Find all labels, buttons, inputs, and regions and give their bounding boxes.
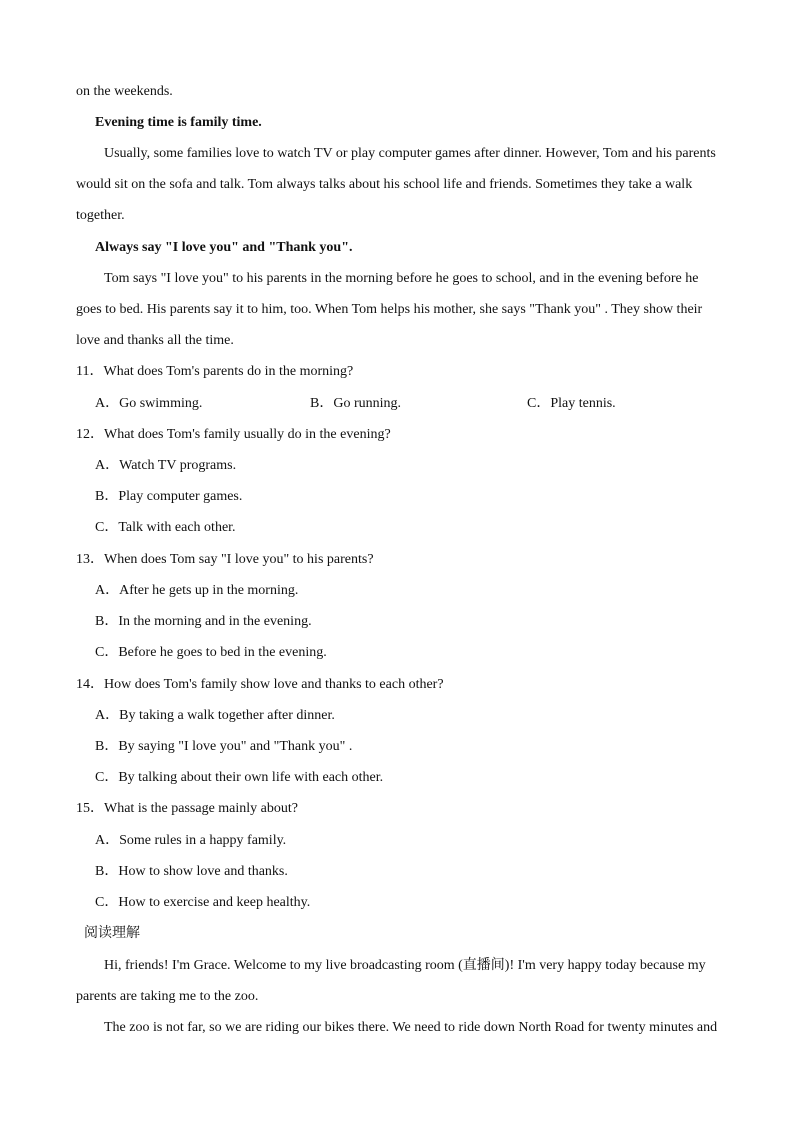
option-text: In the morning and in the evening. xyxy=(118,614,312,629)
option-label: A． xyxy=(95,833,120,848)
option-text: Go swimming. xyxy=(119,396,203,411)
option-text: Play tennis. xyxy=(550,396,616,411)
passage-line: Usually, some families love to watch TV or play computer games after dinner. However, Tom and his parents xyxy=(104,146,716,161)
option-14-c xyxy=(95,769,383,787)
option-label: A． xyxy=(95,583,120,598)
option-text: How to exercise and keep healthy. xyxy=(118,895,311,910)
option-12-a xyxy=(95,457,236,475)
option-13-a xyxy=(95,582,298,600)
option-label: B． xyxy=(95,489,119,504)
passage-line: Tom says "I love you" to his parents in the morning before he goes to school, and in the evening before he xyxy=(104,271,699,286)
option-text: By taking a walk together after dinner. xyxy=(119,708,335,723)
option-text: Some rules in a happy family. xyxy=(119,833,287,848)
option-text: How to show love and thanks. xyxy=(118,864,288,879)
passage-line: love and thanks all the time. xyxy=(76,333,234,348)
question-text: What is the passage mainly about? xyxy=(104,801,298,816)
question-12 xyxy=(76,426,391,444)
question-number: 12． xyxy=(76,427,104,442)
question-number: 15． xyxy=(76,801,104,816)
question-number: 13． xyxy=(76,552,104,567)
option-11-a xyxy=(95,395,202,413)
option-label: A． xyxy=(95,396,120,411)
option-text: Before he goes to bed in the evening. xyxy=(118,645,327,660)
option-label: C． xyxy=(95,770,119,785)
section-heading-love: Always say "I love you" and "Thank you". xyxy=(95,240,353,255)
option-14-a xyxy=(95,707,335,725)
option-text: Watch TV programs. xyxy=(119,458,237,473)
option-15-c xyxy=(95,894,310,912)
option-15-b xyxy=(95,863,288,881)
question-15 xyxy=(76,800,298,818)
option-label: A． xyxy=(95,708,120,723)
passage-line: together. xyxy=(76,208,125,223)
option-label: A． xyxy=(95,458,120,473)
option-14-b xyxy=(95,738,352,756)
passage-line: would sit on the sofa and talk. Tom always talks about his school life and friends. Sometimes they take a walk xyxy=(76,177,693,192)
section-title: 阅读理解 xyxy=(84,926,140,941)
passage-line: goes to bed. His parents say it to him, too. When Tom helps his mother, she says "Thank you" . They show their xyxy=(76,302,703,317)
option-label: B． xyxy=(95,864,119,879)
option-label: C． xyxy=(95,520,119,535)
option-label: B． xyxy=(310,396,334,411)
option-label: C． xyxy=(527,396,551,411)
option-label: B． xyxy=(95,739,119,754)
option-text: After he gets up in the morning. xyxy=(119,583,299,598)
question-13 xyxy=(76,551,374,569)
question-text: What does Tom's parents do in the morning? xyxy=(103,364,354,379)
option-text: By talking about their own life with each other. xyxy=(118,770,384,785)
question-text: When does Tom say "I love you" to his parents? xyxy=(104,552,374,567)
option-11-b xyxy=(310,395,401,413)
section-heading-evening: Evening time is family time. xyxy=(95,115,262,130)
passage-line: The zoo is not far, so we are riding our bikes there. We need to ride down North Road for twenty minutes and xyxy=(104,1020,718,1035)
passage-line: parents are taking me to the zoo. xyxy=(76,989,259,1004)
question-text: What does Tom's family usually do in the evening? xyxy=(104,427,391,442)
option-13-c xyxy=(95,644,327,662)
passage-line: on the weekends. xyxy=(76,84,173,99)
question-11 xyxy=(76,363,353,381)
option-11-c xyxy=(527,395,616,413)
option-12-b xyxy=(95,488,242,506)
question-number: 11． xyxy=(76,364,104,379)
option-text: By saying "I love you" and "Thank you" . xyxy=(118,739,353,754)
option-text: Go running. xyxy=(333,396,402,411)
passage-line: Hi, friends! I'm Grace. Welcome to my live broadcasting room (直播间)! I'm very happy today because my xyxy=(104,958,706,973)
option-15-a xyxy=(95,832,286,850)
option-13-b xyxy=(95,613,312,631)
question-number: 14． xyxy=(76,677,104,692)
option-12-c xyxy=(95,519,236,537)
option-text: Talk with each other. xyxy=(118,520,236,535)
option-label: C． xyxy=(95,895,119,910)
option-text: Play computer games. xyxy=(118,489,243,504)
option-label: C． xyxy=(95,645,119,660)
option-label: B． xyxy=(95,614,119,629)
question-14 xyxy=(76,676,444,694)
question-text: How does Tom's family show love and thanks to each other? xyxy=(104,677,444,692)
